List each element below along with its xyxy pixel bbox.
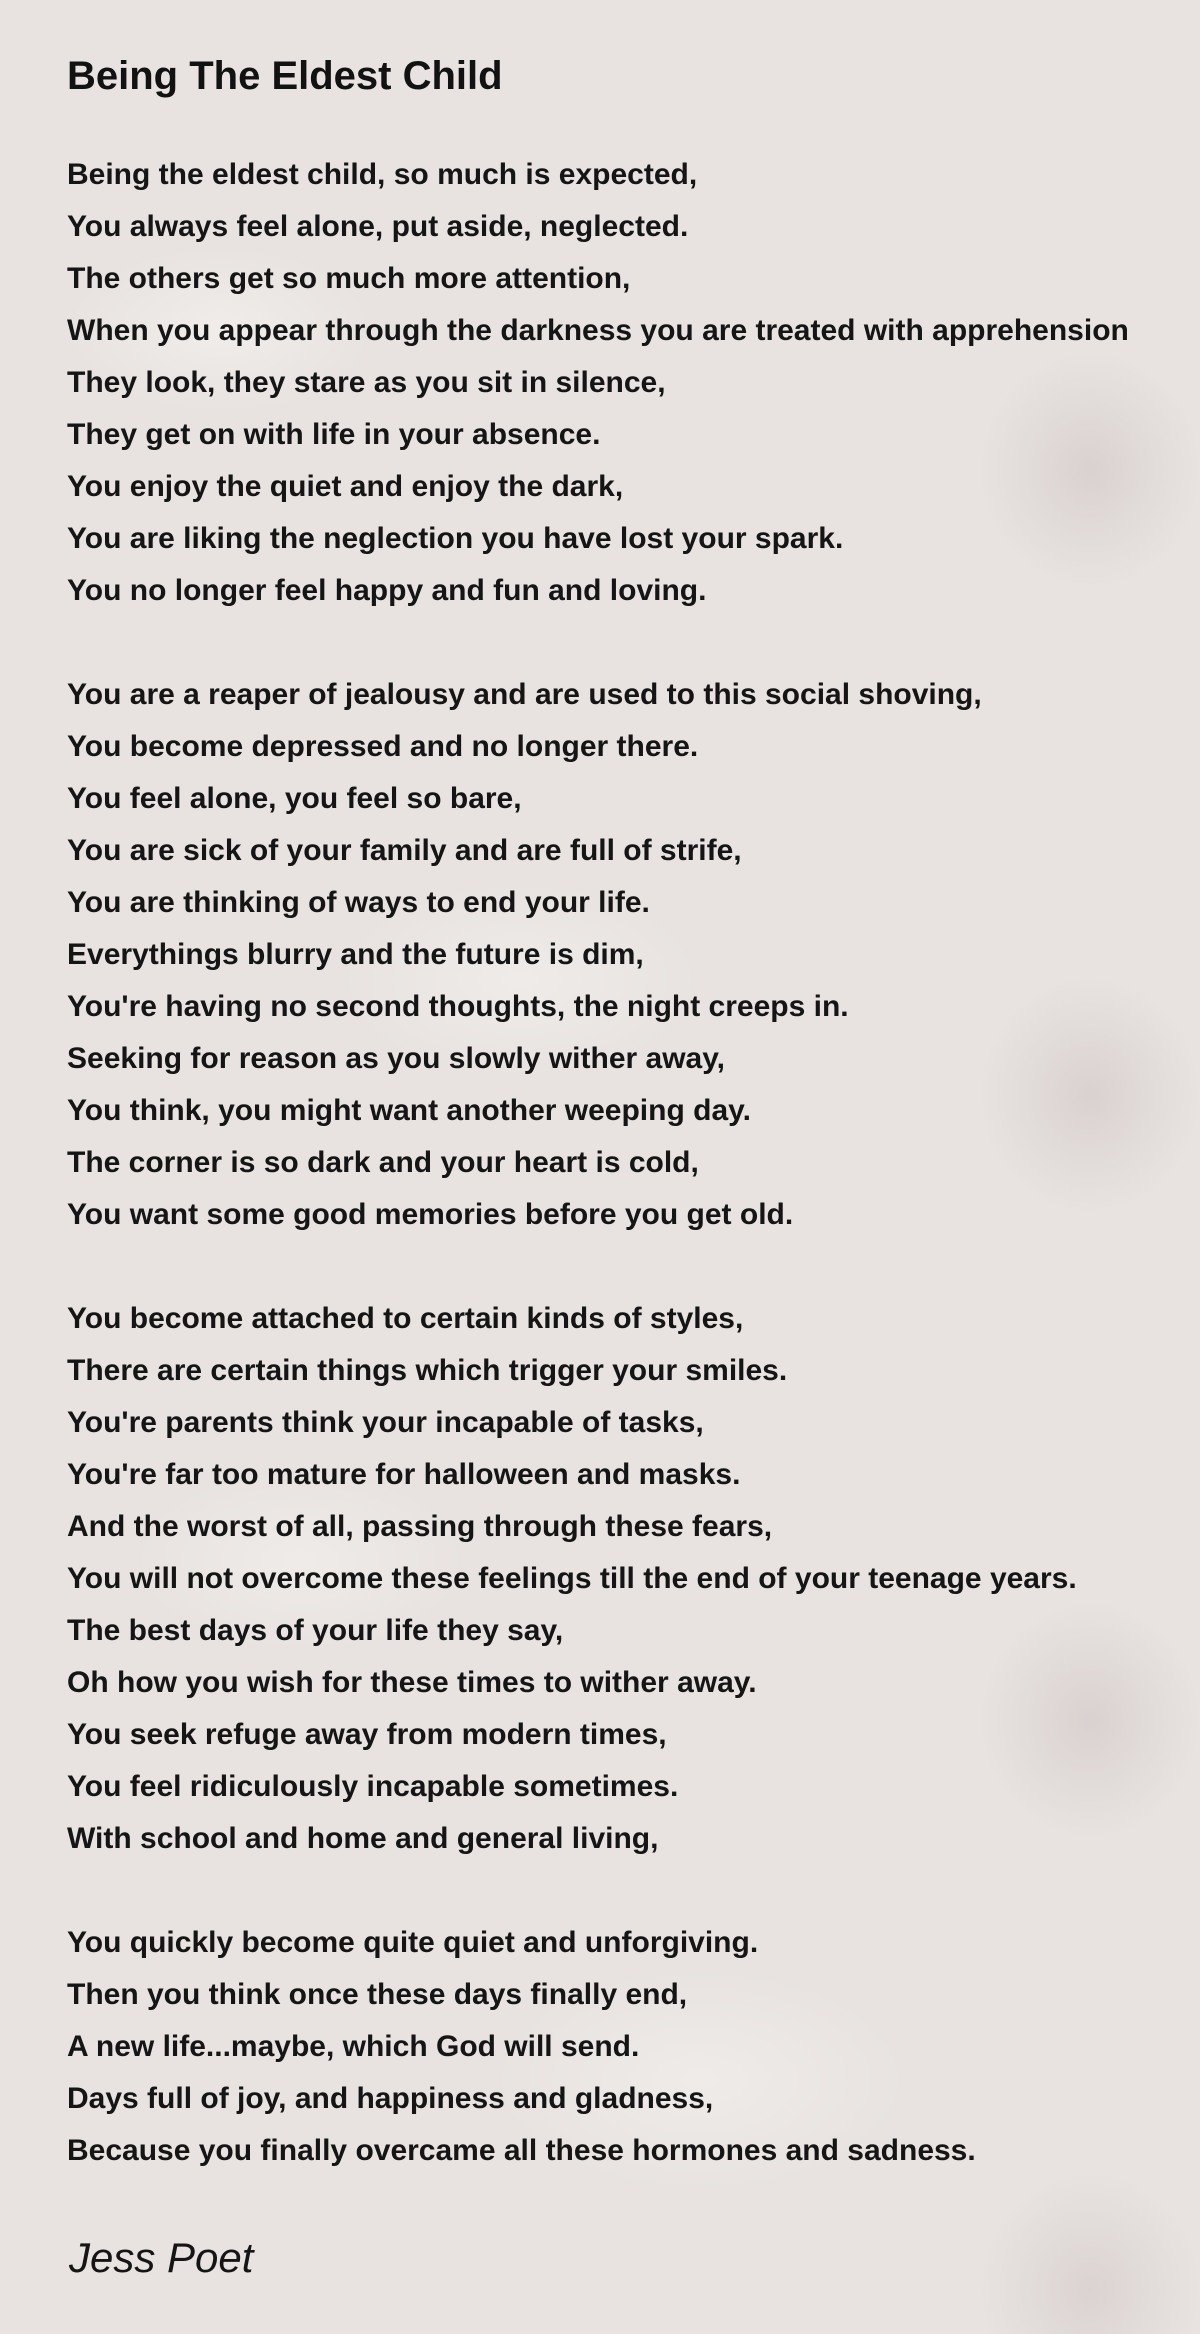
poem-line: You want some good memories before you get old. <box>67 1198 794 1231</box>
poem-line: You're parents think your incapable of tasks, <box>67 1406 704 1439</box>
poem-line: You feel alone, you feel so bare, <box>67 782 522 815</box>
poem-stanza <box>67 669 1200 1241</box>
poem-line: With school and home and general living, <box>67 1822 659 1855</box>
poem-line: A new life...maybe, which God will send. <box>67 2030 640 2063</box>
poem-line: When you appear through the darkness you are treated with apprehension <box>67 314 1129 347</box>
poem-line: You are thinking of ways to end your life. <box>67 886 650 919</box>
poem-line: You are liking the neglection you have lost your spark. <box>67 522 844 555</box>
poem-line: Because you finally overcame all these hormones and sadness. <box>67 2134 976 2167</box>
poem-stanza <box>67 149 1200 617</box>
poem-stanza <box>67 1293 1200 1865</box>
poem-line: You feel ridiculously incapable sometimes. <box>67 1770 679 1803</box>
poem-line: You're far too mature for halloween and masks. <box>67 1458 741 1491</box>
poem-line: You seek refuge away from modern times, <box>67 1718 667 1751</box>
poem-line: Everythings blurry and the future is dim, <box>67 938 644 971</box>
poem-line: You become depressed and no longer there. <box>67 730 699 763</box>
poem-line: You are a reaper of jealousy and are used to this social shoving, <box>67 678 982 711</box>
poem-line: You quickly become quite quiet and unforgiving. <box>67 1926 759 1959</box>
poem-line: And the worst of all, passing through these fears, <box>67 1510 773 1543</box>
poem-line: You're having no second thoughts, the night creeps in. <box>67 990 849 1023</box>
poem-line: Seeking for reason as you slowly wither away, <box>67 1042 726 1075</box>
stanza-break <box>67 1865 1200 1917</box>
poem-line: You become attached to certain kinds of styles, <box>67 1302 744 1335</box>
poem-line: You enjoy the quiet and enjoy the dark, <box>67 470 624 503</box>
poem-line: Being the eldest child, so much is expected, <box>67 158 698 191</box>
poem-line: The others get so much more attention, <box>67 262 631 295</box>
poem-title: Being The Eldest Child <box>67 54 503 98</box>
poem-line: Oh how you wish for these times to wither away. <box>67 1666 757 1699</box>
poem-line: There are certain things which trigger your smiles. <box>67 1354 788 1387</box>
poem-line: They get on with life in your absence. <box>67 418 601 451</box>
poem-line: You no longer feel happy and fun and loving. <box>67 574 707 607</box>
poem-stanza <box>67 1917 1200 2177</box>
poem-author: Jess Poet <box>69 2234 254 2281</box>
poem-line: You are sick of your family and are full of strife, <box>67 834 742 867</box>
stanza-break <box>67 617 1200 669</box>
stanza-break <box>67 1241 1200 1293</box>
poem-line: The corner is so dark and your heart is cold, <box>67 1146 699 1179</box>
poem-line: You think, you might want another weeping day. <box>67 1094 751 1127</box>
poem-line: You will not overcome these feelings till the end of your teenage years. <box>67 1562 1077 1595</box>
poem-line: The best days of your life they say, <box>67 1614 564 1647</box>
poem-body <box>67 149 1200 2177</box>
poem-line: Days full of joy, and happiness and gladness, <box>67 2082 714 2115</box>
poem-line: Then you think once these days finally end, <box>67 1978 688 2011</box>
poem-line: They look, they stare as you sit in silence, <box>67 366 666 399</box>
poem-line: You always feel alone, put aside, neglected. <box>67 210 689 243</box>
